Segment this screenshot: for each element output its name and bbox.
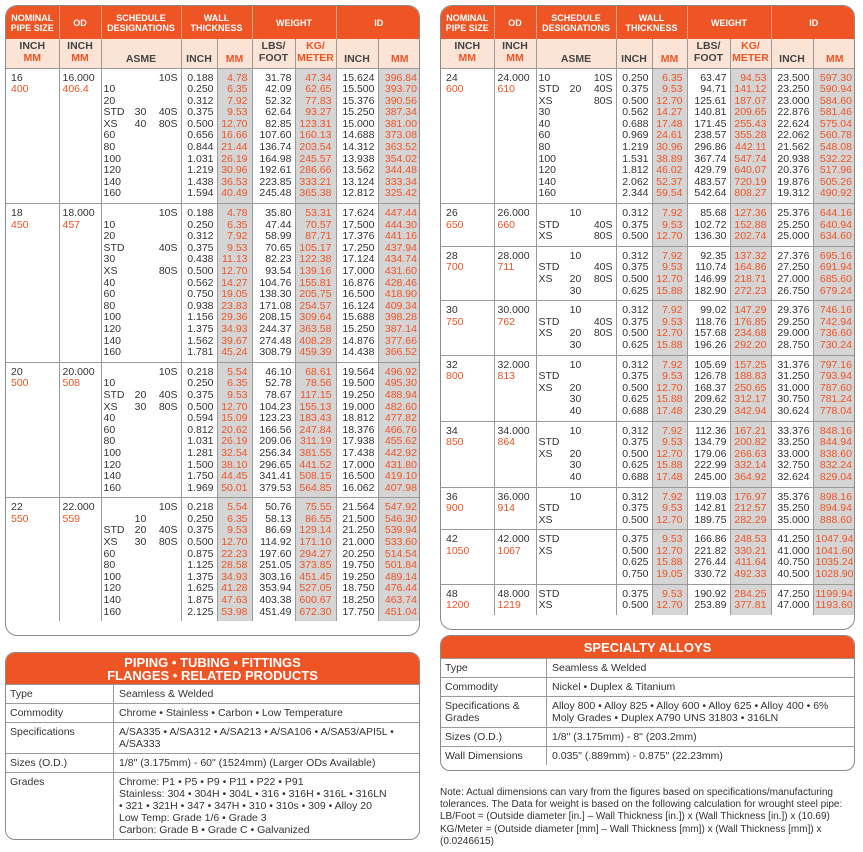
table-row-group <box>441 204 855 247</box>
wall-mm-cell: 4.78 6.35 7.92 9.53 11.13 12.70 14.27 19.05 23.83 29.36 34.93 39.67 45.24 <box>217 204 252 363</box>
wall-mm-cell: 7.92 9.53 12.70 <box>652 204 687 247</box>
subheader-wall-mm: MM <box>217 39 252 68</box>
pipe-table-body <box>6 68 420 621</box>
pipe-table <box>441 6 855 615</box>
weight-lbs-cell: 63.47 94.71 125.61 140.81 171.45 238.57 296.86 367.74 429.79 483.57 542.64 <box>687 68 730 204</box>
subheader-asme: ASME <box>101 39 181 68</box>
wall-inch-cell: 0.188 0.250 0.312 0.375 0.500 0.656 0.844 1.031 1.219 1.438 1.594 <box>181 68 217 204</box>
spec-row-specifications: Specifications A/SA335 • A/SA312 • A/SA213 • A/SA106 • A/SA53/API5L • A/SA333 <box>6 723 419 754</box>
nominal-size-cell: 22 550 <box>6 498 59 621</box>
subheader-wall-inch: INCH <box>181 39 217 68</box>
pipe-schedule-table-left <box>5 5 420 636</box>
specialty-alloys-box <box>440 635 855 771</box>
nominal-size-cell: 28 700 <box>441 246 494 300</box>
schedule-cell: 10S 10 20 STD 40S 30 XS 80S 40 60 80 100 120 140 160 <box>101 204 181 363</box>
table-row-group <box>441 355 855 421</box>
subheader-id-mm: MM <box>813 39 855 68</box>
od-cell: 16.000 406.4 <box>59 68 101 204</box>
id-inch-cell: 19.564 19.500 19.250 19.000 18.812 18.376 17.938 17.438 17.000 16.500 16.062 <box>336 362 378 498</box>
wall-mm-cell: 6.35 9.53 12.70 14.27 17.48 24.61 30.96 38.89 46.02 52.37 59.54 <box>652 68 687 204</box>
schedule-cell: STD XS <box>536 530 616 584</box>
header-schedule: SCHEDULE DESIGNATIONS <box>536 6 616 39</box>
subheader-id-mm: MM <box>378 39 420 68</box>
nominal-size-cell: 36 900 <box>441 487 494 530</box>
weight-lbs-cell: 50.76 58.13 86.69 114.92 197.60 251.05 303.16 353.94 403.38 451.49 <box>252 498 295 621</box>
weight-kg-cell: 137.32 164.86 218.71 272.23 <box>730 246 771 300</box>
od-cell: 26.000 660 <box>494 204 536 247</box>
od-cell: 48.000 1219 <box>494 584 536 615</box>
id-mm-cell: 695.16 691.94 685.60 679.24 <box>813 246 855 300</box>
header-id: ID <box>771 6 855 39</box>
spec-row-grades: Grades Chrome: P1 • P5 • P9 • P11 • P22 • P91 Stainless: 304 • 304H • 304L • 316 • 316H • 316L • 316LN • 321 • 321H • 347 • 347H • 310 • 310s • 309 • Alloy 20 Low Temp: Grade 1/6 • Grade 3 Carbon: Grade B • Grade C • Galvanized <box>6 773 419 839</box>
subheader-nominal: INCH MM <box>6 39 59 68</box>
wall-inch-cell: 0.312 0.375 0.500 <box>616 487 652 530</box>
id-mm-cell: 797.16 793.94 787.60 781.24 778.04 <box>813 355 855 421</box>
id-inch-cell: 17.624 17.500 17.376 17.250 17.124 17.000 16.876 16.500 16.124 15.688 15.250 14.876 14.438 <box>336 204 378 363</box>
id-inch-cell: 47.250 47.000 <box>771 584 813 615</box>
od-cell: 22.000 559 <box>59 498 101 621</box>
pipe-table <box>6 6 420 621</box>
nominal-size-cell: 34 850 <box>441 421 494 487</box>
id-mm-cell: 1047.94 1041.60 1035.24 1028.90 <box>813 530 855 584</box>
schedule-cell: 10 STD 40S XS 20 80S 30 <box>536 301 616 355</box>
id-mm-cell: 644.16 640.94 634.60 <box>813 204 855 247</box>
id-inch-cell: 23.500 23.250 23.000 22.876 22.624 22.062 21.562 20.938 20.376 19.876 19.312 <box>771 68 813 204</box>
schedule-cell: 10 10S STD 20 40S XS 80S 30 40 60 80 100 120 140 160 <box>536 68 616 204</box>
id-inch-cell: 27.376 27.250 27.000 26.750 <box>771 246 813 300</box>
table-row-group <box>441 421 855 487</box>
piping-products-box <box>5 652 420 840</box>
weight-lbs-cell: 31.78 42.09 52.32 62.64 82.85 107.60 136.74 164.98 192.61 223.85 245.48 <box>252 68 295 204</box>
wall-mm-cell: 9.53 12.70 <box>652 584 687 615</box>
od-cell: 36.000 914 <box>494 487 536 530</box>
pipe-table-body <box>441 68 855 615</box>
weight-lbs-cell: 99.02 118.76 157.68 196.26 <box>687 301 730 355</box>
table-row-group <box>6 362 420 498</box>
table-row-group <box>6 68 420 204</box>
nominal-size-cell: 16 400 <box>6 68 59 204</box>
id-mm-cell: 1199.94 1193.60 <box>813 584 855 615</box>
weight-kg-cell: 248.53 330.21 411.64 492.33 <box>730 530 771 584</box>
wall-inch-cell: 0.218 0.250 0.375 0.500 0.875 1.125 1.375 1.625 1.875 2.125 <box>181 498 217 621</box>
subheader-wall-inch: INCH <box>616 39 652 68</box>
id-inch-cell: 29.376 29.250 29.000 28.750 <box>771 301 813 355</box>
nominal-size-cell: 48 1200 <box>441 584 494 615</box>
schedule-cell: 10 STD XS 20 30 40 <box>536 421 616 487</box>
nominal-size-cell: 18 450 <box>6 204 59 363</box>
weight-kg-cell: 284.25 377.81 <box>730 584 771 615</box>
header-od: OD <box>59 6 101 39</box>
weight-lbs-cell: 105.69 126.78 168.37 209.62 230.29 <box>687 355 730 421</box>
wall-mm-cell: 7.92 9.53 12.70 15.88 17.48 <box>652 421 687 487</box>
id-inch-cell: 21.564 21.500 21.250 21.000 20.250 19.750 19.250 18.750 18.250 17.750 <box>336 498 378 621</box>
subheader-lbs-foot: LBS/ FOOT <box>687 39 730 68</box>
piping-products-title: PIPING • TUBING • FITTINGS FLANGES • RELATED PRODUCTS <box>6 653 419 685</box>
nominal-size-cell: 24 600 <box>441 68 494 204</box>
wall-inch-cell: 0.375 0.500 <box>616 584 652 615</box>
nominal-size-cell: 30 750 <box>441 301 494 355</box>
od-cell: 32.000 813 <box>494 355 536 421</box>
table-row-group <box>6 498 420 621</box>
wall-inch-cell: 0.312 0.375 0.500 <box>616 204 652 247</box>
od-cell: 24.000 610 <box>494 68 536 204</box>
spec-row-sizes: Sizes (O.D.) 1/8" (3.175mm) - 60" (1524mm) (Larger ODs Available) <box>6 754 419 773</box>
wall-inch-cell: 0.312 0.375 0.500 0.625 <box>616 301 652 355</box>
nominal-size-cell: 26 650 <box>441 204 494 247</box>
nominal-size-cell: 20 500 <box>6 362 59 498</box>
od-cell: 34.000 864 <box>494 421 536 487</box>
wall-mm-cell: 7.92 9.53 12.70 15.88 <box>652 301 687 355</box>
alloy-row-sizes: Sizes (O.D.) 1/8" (3.175mm) - 8" (203.2mm) <box>441 728 854 747</box>
schedule-cell: 10S 10 STD 20 40S XS 30 80S 60 80 100 120 140 160 <box>101 498 181 621</box>
spec-row-type: Type Seamless & Welded <box>6 685 419 704</box>
id-inch-cell: 31.376 31.250 31.000 30.750 30.624 <box>771 355 813 421</box>
od-cell: 28.000 711 <box>494 246 536 300</box>
schedule-cell: 10 STD 40S XS 20 80S 30 <box>536 246 616 300</box>
header-id: ID <box>336 6 420 39</box>
wall-mm-cell: 4.78 6.35 7.92 9.53 12.70 16.66 21.44 26.19 30.96 36.53 40.49 <box>217 68 252 204</box>
id-mm-cell: 396.84 393.70 390.56 387.34 381.00 373.08 363.52 354.02 344.48 333.34 325.42 <box>378 68 420 204</box>
header-schedule: SCHEDULE DESIGNATIONS <box>101 6 181 39</box>
schedule-cell: 10S 10 20 STD 30 40S XS 40 80S 60 80 100 120 140 160 <box>101 68 181 204</box>
table-row-group <box>441 530 855 584</box>
wall-inch-cell: 0.375 0.500 0.625 0.750 <box>616 530 652 584</box>
wall-mm-cell: 5.54 6.35 9.53 12.70 22.23 28.58 34.93 41.28 47.63 53.98 <box>217 498 252 621</box>
alloy-row-commodity: Commodity Nickel • Duplex & Titanium <box>441 678 854 697</box>
pipe-schedule-table-right <box>440 5 855 630</box>
weight-kg-cell: 53.31 70.57 87.71 105.17 122.38 139.16 155.81 205.75 254.57 309.64 363.58 408.28 459.39 <box>295 204 336 363</box>
weight-kg-cell: 94.53 141.12 187.07 209.65 255.43 355.28 442.11 547.74 640.07 720.19 808.27 <box>730 68 771 204</box>
id-mm-cell: 597.30 590.94 584.60 581.46 575.04 560.78 548.08 532.22 517.96 505.26 490.92 <box>813 68 855 204</box>
od-cell: 30.000 762 <box>494 301 536 355</box>
spec-row-commodity: Commodity Chrome • Stainless • Carbon • Low Temperature <box>6 704 419 723</box>
weight-lbs-cell: 35.80 47.44 58.99 70.65 82.23 93.54 104.76 138.30 171.08 208.15 244.37 274.48 308.79 <box>252 204 295 363</box>
subheader-nominal: INCH MM <box>441 39 494 68</box>
weight-kg-cell: 68.61 78.56 117.15 155.13 183.43 247.84 311.19 381.55 441.52 508.15 564.85 <box>295 362 336 498</box>
wall-mm-cell: 7.92 9.53 12.70 15.88 17.48 <box>652 355 687 421</box>
wall-inch-cell: 0.312 0.375 0.500 0.625 0.688 <box>616 421 652 487</box>
id-mm-cell: 496.92 495.30 488.94 482.60 477.82 466.76 455.62 442.92 431.80 419.10 407.98 <box>378 362 420 498</box>
header-wall: WALL THICKNESS <box>616 6 687 39</box>
alloy-row-specifications: Specifications & Grades Alloy 800 • Alloy 825 • Alloy 600 • Alloy 625 • Alloy 400 • 6% Moly Grades • Duplex A790 UNS 31803 • 316LN <box>441 697 854 728</box>
wall-mm-cell: 7.92 9.53 12.70 <box>652 487 687 530</box>
table-row-group <box>441 301 855 355</box>
weight-calculation-note: Note: Actual dimensions can vary from the figures based on specifications/manufacturing tolerances. The Data for weight is based on the following calculation for wrought steel pipe: LB/Foot = (Outside diameter [in.] – Wall Thickness [in.]) x (Wall Thickness [in.]) x (10.69) KG/Meter = (Outside diameter [mm] – Wall Thickness [mm]) x (Wall Thickness [mm]) x (0.0246615) <box>440 787 843 847</box>
subheader-id-inch: INCH <box>336 39 378 68</box>
id-inch-cell: 41.250 41.000 40.750 40.500 <box>771 530 813 584</box>
id-inch-cell: 33.376 33.250 33.000 32.750 32.624 <box>771 421 813 487</box>
subheader-asme: ASME <box>536 39 616 68</box>
weight-lbs-cell: 46.10 52.78 78.67 104.23 123.23 166.56 209.06 256.34 296.65 341.41 379.53 <box>252 362 295 498</box>
wall-inch-cell: 0.312 0.375 0.500 0.625 0.688 <box>616 355 652 421</box>
nominal-size-cell: 32 800 <box>441 355 494 421</box>
header-nominal: NOMINAL PIPE SIZE <box>441 6 494 39</box>
wall-inch-cell: 0.218 0.250 0.375 0.500 0.594 0.812 1.031 1.281 1.500 1.750 1.969 <box>181 362 217 498</box>
header-wall: WALL THICKNESS <box>181 6 252 39</box>
od-cell: 20.000 508 <box>59 362 101 498</box>
id-mm-cell: 547.92 546.30 539.94 533.60 514.54 501.84 489.14 476.44 463.74 451.04 <box>378 498 420 621</box>
subheader-kg-meter: KG/ METER <box>295 39 336 68</box>
wall-mm-cell: 5.54 6.35 9.53 12.70 15.09 20.62 26.19 32.54 38.10 44.45 50.01 <box>217 362 252 498</box>
nominal-size-cell: 42 1050 <box>441 530 494 584</box>
weight-lbs-cell: 190.92 253.89 <box>687 584 730 615</box>
subheader-wall-mm: MM <box>652 39 687 68</box>
weight-lbs-cell: 112.36 134.79 179.06 222.99 245.00 <box>687 421 730 487</box>
wall-inch-cell: 0.250 0.375 0.500 0.562 0.688 0.969 1.219 1.531 1.812 2.062 2.344 <box>616 68 652 204</box>
table-row-group <box>441 487 855 530</box>
id-mm-cell: 848.16 844.94 838.60 832.24 829.04 <box>813 421 855 487</box>
wall-inch-cell: 0.188 0.250 0.312 0.375 0.438 0.500 0.562 0.750 0.938 1.156 1.375 1.562 1.781 <box>181 204 217 363</box>
wall-inch-cell: 0.312 0.375 0.500 0.625 <box>616 246 652 300</box>
weight-kg-cell: 47.34 62.65 77.83 93.27 123.31 160.13 203.54 245.57 286.66 333.21 365.38 <box>295 68 336 204</box>
header-nominal: NOMINAL PIPE SIZE <box>6 6 59 39</box>
header-weight: WEIGHT <box>252 6 336 39</box>
id-inch-cell: 15.624 15.500 15.376 15.250 15.000 14.688 14.312 13.938 13.562 13.124 12.812 <box>336 68 378 204</box>
weight-kg-cell: 127.36 152.88 202.74 <box>730 204 771 247</box>
weight-lbs-cell: 92.35 110.74 146.99 182.90 <box>687 246 730 300</box>
weight-lbs-cell: 119.03 142.81 189.75 <box>687 487 730 530</box>
subheader-od: INCH MM <box>494 39 536 68</box>
subheader-id-inch: INCH <box>771 39 813 68</box>
alloy-row-type: Type Seamless & Welded <box>441 659 854 678</box>
table-row-group <box>441 68 855 204</box>
weight-kg-cell: 75.55 86.55 129.14 171.10 294.27 373.85 451.45 527.05 600.67 672.30 <box>295 498 336 621</box>
id-mm-cell: 898.16 894.94 888.60 <box>813 487 855 530</box>
specialty-alloys-title: SPECIALTY ALLOYS <box>441 636 854 659</box>
alloy-row-wall: Wall Dimensions 0.035" (.889mm) - 0.875" (22.23mm) <box>441 747 854 765</box>
table-row-group <box>441 584 855 615</box>
table-row-group <box>6 204 420 363</box>
weight-kg-cell: 147.29 176.85 234.68 292.20 <box>730 301 771 355</box>
weight-lbs-cell: 85.68 102.72 136.30 <box>687 204 730 247</box>
schedule-cell: 10 STD XS <box>536 487 616 530</box>
weight-kg-cell: 176.97 212.57 282.29 <box>730 487 771 530</box>
od-cell: 18.000 457 <box>59 204 101 363</box>
schedule-cell: STD XS <box>536 584 616 615</box>
schedule-cell: 10S 10 STD 20 40S XS 30 80S 40 60 80 100 120 140 160 <box>101 362 181 498</box>
schedule-cell: 10 STD 40S XS 80S <box>536 204 616 247</box>
weight-lbs-cell: 166.86 221.82 276.44 330.72 <box>687 530 730 584</box>
wall-mm-cell: 7.92 9.53 12.70 15.88 <box>652 246 687 300</box>
od-cell: 42.000 1067 <box>494 530 536 584</box>
subheader-lbs-foot: LBS/ FOOT <box>252 39 295 68</box>
weight-kg-cell: 157.25 188.83 250.65 312.17 342.94 <box>730 355 771 421</box>
table-row-group <box>441 246 855 300</box>
header-od: OD <box>494 6 536 39</box>
subheader-od: INCH MM <box>59 39 101 68</box>
id-inch-cell: 25.376 25.250 25.000 <box>771 204 813 247</box>
header-weight: WEIGHT <box>687 6 771 39</box>
subheader-kg-meter: KG/ METER <box>730 39 771 68</box>
id-mm-cell: 447.44 444.30 441.16 437.94 434.74 431.60 428.46 418.90 409.34 398.28 387.14 377.66 366.52 <box>378 204 420 363</box>
id-inch-cell: 35.376 35.250 35.000 <box>771 487 813 530</box>
id-mm-cell: 746.16 742.94 736.60 730.24 <box>813 301 855 355</box>
schedule-cell: 10 STD XS 20 30 40 <box>536 355 616 421</box>
wall-mm-cell: 9.53 12.70 15.88 19.05 <box>652 530 687 584</box>
weight-kg-cell: 167.21 200.82 266.63 332.14 364.92 <box>730 421 771 487</box>
